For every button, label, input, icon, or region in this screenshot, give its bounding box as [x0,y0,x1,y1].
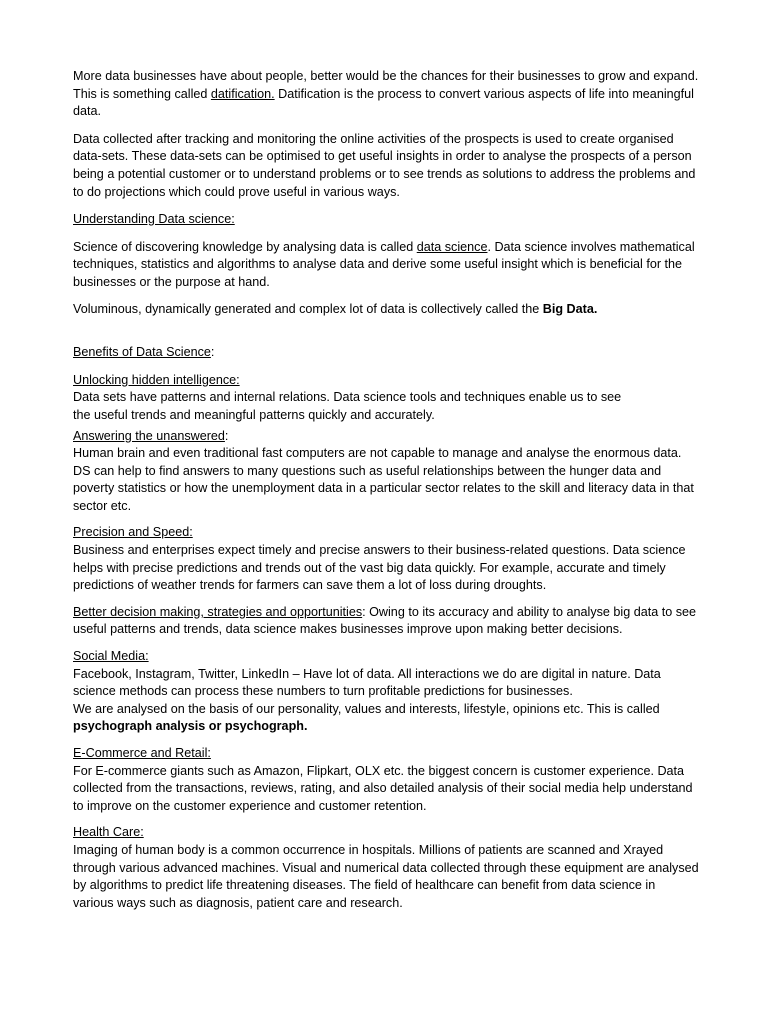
social-media-heading: Social Media: [73,649,149,664]
intro-text-b: Datification is the process to convert various aspects of life into meaningful data. [73,86,694,119]
better-decision-body: : Owing to its accuracy and ability to analyse big data to see useful patterns and trends, data science makes businesses improve upon making better decisions. [73,604,697,637]
unlocking-heading: Unlocking hidden intelligence: [73,372,240,387]
health-care-body: Imaging of human body is a common occurrence in hospitals. Millions of patients are scanned and Xrayed through various advanced machines. Visual and numerical data collected through these equipment are analysed by algorithms to predict life threatening diseases. The field of healthcare can benefit from data science in various ways such as diagnosis, patient care and research. [73,842,699,910]
big-data-paragraph [73,301,699,319]
data-collection-paragraph: Data collected after tracking and monitoring the online activities of the prospects is used to create organised data-sets. These data-sets can be optimised to get useful insights in order to analyse the prospects of a person being a potential customer or to understand problems or to see trends as solutions to address the problems and to do projections which could prove useful in various ways. [73,131,696,199]
understanding-heading: Understanding Data science: [73,212,235,227]
unlocking-line-2: the useful trends and meaningful patterns quickly and accurately. [73,407,435,422]
big-data-term: Big Data. [542,301,598,316]
psychograph-term: psychograph analysis or psychograph. [73,719,308,734]
answering-heading [73,428,699,446]
health-care-heading: Health Care: [73,825,144,840]
better-decision-heading: Better decision making, strategies and opportunities [73,604,363,619]
social-media-body-1: Facebook, Instagram, Twitter, LinkedIn – Have lot of data. All interactions we do are digital in nature. Data science methods can process these numbers to turn profitable predictions for businesses. [73,666,661,699]
benefits-heading-colon: : [210,345,215,360]
big-data-text: Voluminous, dynamically generated and complex lot of data is collectively called the [73,301,543,316]
definition-text-b: . Data science involves mathematical techniques, statistics and algorithms to analyse data and derive some useful insight which is beneficial for the businesses or the purpose at hand. [73,239,695,289]
intro-text-a: More data businesses have about people, better would be the chances for their businesses to grow and expand. This is something called [73,69,699,101]
document-page [73,68,699,912]
intro-paragraph [73,68,699,121]
social-media-text: We are analysed on the basis of our personality, values and interests, lifestyle, opinions etc. This is called [73,701,660,716]
social-media-body-2 [73,701,699,736]
unlocking-line-1: Data sets have patterns and internal relations. Data science tools and techniques enable us to see [73,390,622,405]
data-science-definition [73,239,699,292]
answering-heading-text: Answering the unanswered [73,428,225,443]
ecommerce-body: For E-commerce giants such as Amazon, Flipkart, OLX etc. the biggest concern is customer experience. Data collected from the transactions, reviews, rating, and also detailed analysis of their social media help understand to improve on the customer experience and customer retention. [73,763,693,813]
benefits-heading [73,344,699,362]
ecommerce-heading: E-Commerce and Retail: [73,746,211,760]
precision-body: Business and enterprises expect timely and precise answers to their business-related questions. Data science helps with precise predictions and trends out of the vast big data quickly. For example, accurate and timely predictions of weather trends for farmers can save them a lot of loss during droughts. [73,543,686,593]
data-science-term: data science [416,239,488,254]
answering-heading-colon: : [224,428,229,443]
answering-body: Human brain and even traditional fast computers are not capable to manage and analyse the enormous data. DS can help to find answers to many questions such as useful relationships between the hunger data and poverty statistics or how the unemployment data in a particular sector relates to the skill and literacy data in that sector etc. [73,446,694,513]
precision-heading: Precision and Speed: [73,525,193,540]
definition-text-a: Science of discovering knowledge by analysing data is called [73,239,417,254]
better-decision-paragraph [73,604,699,639]
datification-term: datification. [210,86,275,101]
benefits-heading-text: Benefits of Data Science [73,345,211,360]
